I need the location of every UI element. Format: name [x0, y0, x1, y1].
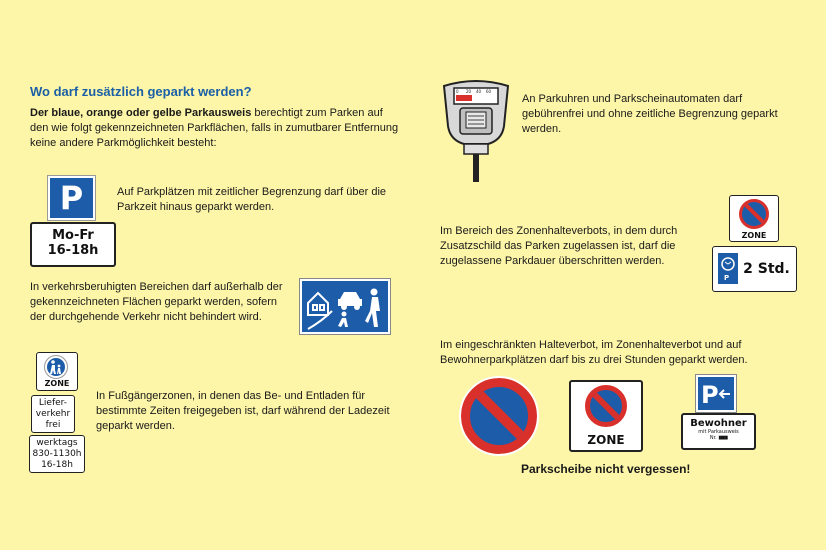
restricted-text: Im eingeschränkten Halteverbot, im Zonenhalteverbot und auf Bewohnerparkplätzen darf bis zu drei Stunden geparkt werden. [440, 339, 748, 366]
traffic-calmed-text: In verkehrsberuhigten Bereichen darf außerhalb der gekennzeichneten Flächen geparkt werden, sofern der durchgehende Verkehr nicht behindert wird. [30, 281, 283, 323]
time-plate-hours: 16-18h [47, 243, 99, 258]
svg-text:60: 60 [486, 89, 492, 94]
traffic-calmed-sign [300, 279, 390, 334]
pedestrian-text: In Fußgängerzonen, in denen das Be- und Entladen für bestimmte Zeiten freigegeben ist, darf während der Ladezeit geparkt werden. [96, 390, 390, 432]
footer-reminder: Parkscheibe nicht vergessen! [521, 462, 691, 476]
pedestrian-zone-sign [36, 352, 78, 391]
weekdays-line1: werktags [36, 438, 78, 448]
parking-sign-letter: P [59, 179, 84, 217]
weekdays-line2: 830-1130h [32, 449, 82, 459]
pedestrian-icon [45, 356, 67, 378]
time-plate [30, 222, 116, 267]
zone-no-parking-icon [585, 385, 627, 427]
intro-rest: berechtigt zum Parken auf den wie folgt gekennzeichneten Parkflächen, falls in zumutbarer Entfernung keine andere Parkmöglichkeit besteht: [30, 107, 399, 149]
resident-sub: mit Parkausweis [698, 429, 739, 435]
pedestrian-zone-label: ZONE [44, 379, 70, 388]
svg-text:0: 0 [456, 89, 459, 94]
zone-halt-label: ZONE [741, 231, 767, 240]
delivery-line2: verkehr [35, 409, 71, 419]
zone-halt-text: Im Bereich des Zonenhalteverbots, in dem durch Zusatzschild das Parken zugelassen ist, darf die zugelassene Parkdauer überschritten werden. [440, 225, 678, 267]
restricted-zone-label: ZONE [587, 433, 625, 447]
parking-meter-icon [440, 78, 512, 183]
page-title: Wo darf zusätzlich geparkt werden? [30, 84, 252, 99]
weekdays-line3: 16-18h [41, 460, 73, 470]
svg-text:P: P [724, 274, 730, 282]
no-parking-icon [739, 199, 769, 229]
duration-text: 2 Std. [743, 261, 790, 277]
parking-sign [48, 176, 95, 220]
parking-text: Auf Parkplätzen mit zeitlicher Begrenzung darf über die Parkzeit hinaus geparkt werden. [117, 186, 387, 213]
duration-sign [712, 246, 797, 292]
resident-plate [681, 413, 756, 450]
delivery-line3: frei [45, 420, 61, 430]
svg-text:40: 40 [476, 89, 482, 94]
traffic-calmed-icon [302, 281, 388, 332]
delivery-line1: Liefer- [38, 398, 68, 408]
time-plate-days: Mo-Fr [52, 228, 94, 243]
zone-halt-sign [729, 195, 779, 242]
weekdays-sign [29, 435, 85, 473]
delivery-sign [31, 395, 75, 433]
resident-title: Bewohner [690, 418, 747, 429]
resident-number: Nr. ▮▮▮▮▮ [709, 435, 728, 441]
svg-text:20: 20 [466, 89, 472, 94]
meter-text: An Parkuhren und Parkscheinautomaten darf gebührenfrei und ohne zeitliche Begrenzung geparkt werden. [522, 93, 778, 135]
resident-parking-sign [696, 375, 736, 412]
restricted-zone-sign [569, 380, 643, 452]
svg-text:P: P [701, 381, 719, 409]
intro-bold: Der blaue, orange oder gelbe Parkausweis [30, 107, 252, 119]
restricted-no-parking-sign [461, 378, 537, 454]
intro-text [30, 106, 400, 151]
parking-disc-icon [717, 252, 739, 285]
